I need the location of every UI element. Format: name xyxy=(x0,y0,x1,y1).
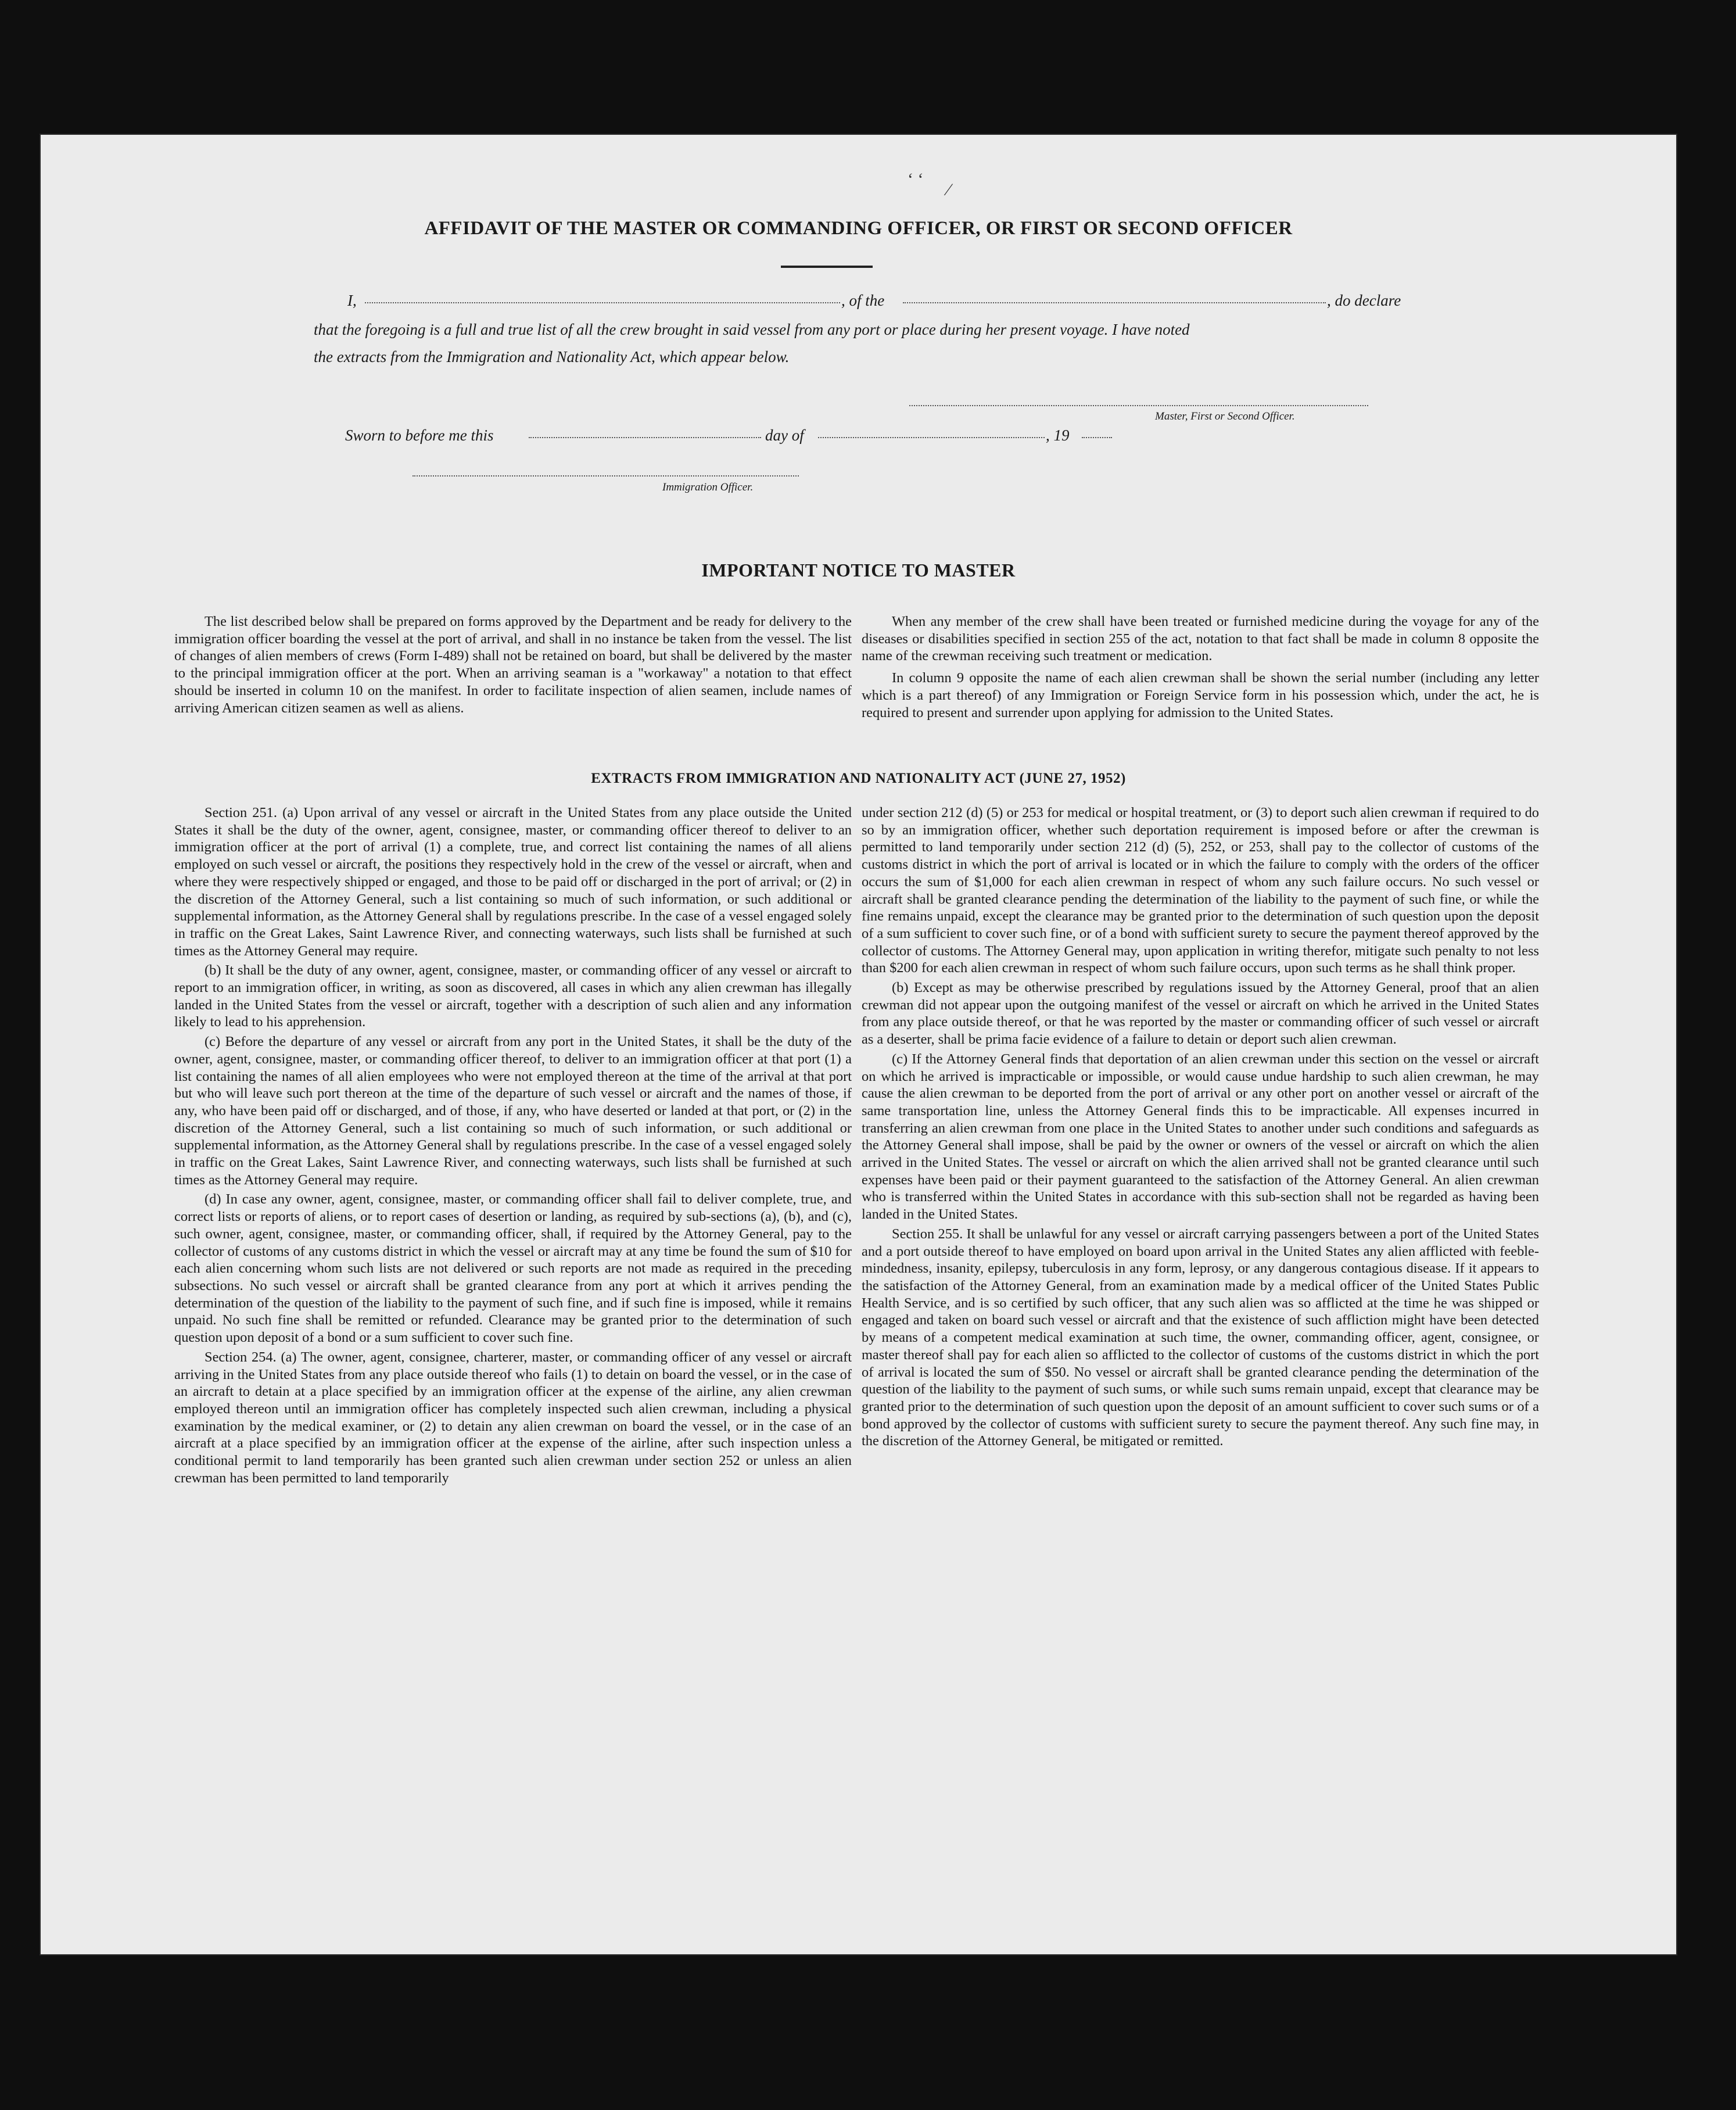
notice-left-column xyxy=(174,613,852,719)
act-section-paragraph: Section 251. (a) Upon arrival of any vessel or aircraft in the United States from any place outside the United States it shall be the duty of the owner, agent, consignee, master, or commanding officer thereof to deliver to an immigration officer at the port of arrival (1) a complete, true, and correct list containing the names of all aliens employed on such vessel or aircraft, the positions they respectively hold in the crew of the vessel or aircraft, when and where they were respectively shipped or engaged, and those to be paid off or discharged in the port of arrival; or (2) in the discretion of the Attorney General, such a list containing so much of such information, or such additional or supplemental information, as the Attorney General shall by regulations prescribe. In the case of a vessel engaged solely in traffic on the Great Lakes, Saint Lawrence River, and connecting waterways, such lists shall be furnished at such times as the Attorney General may require. xyxy=(174,805,852,959)
vessel-blank xyxy=(903,302,1326,303)
act-section-paragraph: under section 212 (d) (5) or 253 for medical or hospital treatment, or (3) to deport such alien crewman if required to do so by an immigration officer, whether such deportation requirement is imposed before or after the crewman is permitted to land temporarily under section 212 (d) (5), 252, or 253, shall pay to the collector of customs of the customs district in which the port of arrival is located or in which the failure to comply with the orders of the officer occurs the sum of $1,000 for each alien crewman in respect of whom any such failure occurs. No such vessel or aircraft shall be granted clearance pending the determination of the liability to the payment of such fine, or while the fine remains unpaid, except the clearance may be granted prior to the determination of such question upon the deposit of a sum sufficient to cover such fine, or of a bond with sufficient surety to secure the payment thereof approved by the collector of customs. The Attorney General may, upon application in writing therefor, mitigate such penalty to not less than $200 for each alien crewman in respect of whom such failure occurs, upon such terms as he shall think proper. xyxy=(862,805,1539,976)
affidavit-declare: , do declare xyxy=(1327,292,1401,309)
extracts-left-column xyxy=(174,804,852,1489)
act-section-paragraph: (b) Except as may be otherwise prescribed by regulations issued by the Attorney General, proof that an alien crewman did not appear upon the outgoing manifest of the vessel or aircraft on which he arrived in the United States from any place outside thereof, or that he was reported by the master or commanding officer of such vessel or aircraft as a deserter, shall be prima facie evidence of a failure to detain or deport such alien crewman. xyxy=(862,980,1539,1048)
sworn-month-blank xyxy=(818,437,1045,438)
name-blank xyxy=(365,302,840,303)
notice-right-column xyxy=(862,613,1539,723)
sworn-year-prefix: , 19 xyxy=(1046,427,1070,444)
stray-mark: ⁄ xyxy=(947,180,951,199)
officer-signature-label: Immigration Officer. xyxy=(662,481,754,493)
act-section-paragraph: (b) It shall be the duty of any owner, agent, consignee, master, or commanding officer of any vessel or aircraft to report to an immigration officer, in writing, as soon as discovered, all cases in which any alien crewman has illegally landed in the United States from the vessel or aircraft, together with a description of such alien and any information likely to lead to his apprehension. xyxy=(174,962,852,1030)
affidavit-of-the: , of the xyxy=(841,292,885,309)
notice-paragraph: When any member of the crew shall have been treated or furnished medicine during the voyage for any of the diseases or disabilities specified in section 255 of the act, notation to that fact shall be made in column 8 opposite the name of the crewman receiving such treatment or medication. xyxy=(862,614,1539,664)
stray-mark: ‘ ‘ xyxy=(908,170,924,189)
sworn-prefix: Sworn to before me this xyxy=(345,427,494,444)
extracts-title: EXTRACTS FROM IMMIGRATION AND NATIONALITY ACT (JUNE 27, 1952) xyxy=(591,771,1126,786)
act-section-paragraph: (c) If the Attorney General finds that deportation of an alien crewman under this section on the vessel or aircraft on which he arrived is impracticable or impossible, or would cause undue hardship to such alien crewman, he may cause the alien crewman to be deported from the port of arrival or any other port on another vessel or aircraft of the same transportation line, unless the Attorney General finds this to be impracticable. All expenses incurred in transferring an alien crewman from one place in the United States to another under such conditions and safeguards as the Attorney General shall impose, shall be paid by the owner or owners of the vessel or aircraft on which the alien arrived in the United States. The vessel or aircraft on which the alien arrived shall not be granted clearance until such expenses have been paid or their payment guaranteed to the satisfaction of the Attorney General. An alien crewman who is transferred within the United States in accordance with this sub-section shall not be regarded as having been landed in the United States. xyxy=(862,1051,1539,1223)
master-signature-line xyxy=(909,405,1368,406)
notice-paragraph: In column 9 opposite the name of each alien crewman shall be shown the serial number (including any letter which is a part thereof) of any Immigration or Foreign Service form in his possession which, under the act, he is required to present and surrender upon applying for admission to the United States. xyxy=(862,670,1539,721)
sworn-day-of: day of xyxy=(765,427,804,444)
act-section-paragraph: (c) Before the departure of any vessel or aircraft from any port in the United States, it shall be the duty of the owner, agent, consignee, master, or commanding officer thereof, to deliver to an immigration officer at that port (1) a list containing the names of all alien employees who were not employed thereon at the time of the arrival at that port but who will leave such port thereon at the time of the departure of such vessel or aircraft and the names of those, if any, who have been paid off or discharged, and of those, if any, who have deserted or landed at that port, or (2) in the discretion of the Attorney General, such a list containing so much of such information, or such additional or supplemental information, as the Attorney General shall by regulations prescribe. In the case of a vessel engaged solely in traffic on the Great Lakes, Saint Lawrence River, and connecting waterways, such lists shall be furnished at such times as the Attorney General may require. xyxy=(174,1034,852,1188)
officer-signature-line xyxy=(413,475,799,477)
title-underline xyxy=(781,266,873,268)
act-section-paragraph: (d) In case any owner, agent, consignee, master, or commanding officer shall fail to deliver complete, true, and correct lists or reports of aliens, or to report cases of desertion or landing, as required by sub-sections (a), (b), and (c), such owner, agent, consignee, master, or commanding officer, shall, if required by the Attorney General, pay to the collector of customs of any customs district in which the vessel or aircraft may at any time be found the sum of $10 for each alien concerning whom such lists are not delivered or such reports are not made as required in the preceding subsections. No such vessel or aircraft shall be granted clearance from any port at which it arrives pending the determination of the question of the liability to the payment of such fine, and if such fine is imposed, while it remains unpaid. No such fine shall be remitted or refunded. Clearance may be granted prior to the determination of such question upon deposit of a bond or a sum sufficient to cover such fine. xyxy=(174,1191,852,1346)
sworn-year-blank xyxy=(1082,437,1112,438)
affidavit-prefix: I, xyxy=(347,292,357,309)
notice-title: IMPORTANT NOTICE TO MASTER xyxy=(701,560,1016,581)
act-section-paragraph: Section 255. It shall be unlawful for any vessel or aircraft carrying passengers between a port of the United States and a port outside thereof to have employed on board upon arrival in the United States any alien afflicted with feeble-mindedness, insanity, epilepsy, tuberculosis in any form, leprosy, or any dangerous contagious disease. If it appears to the satisfaction of the Attorney General, from an examination made by a medical officer of the United States Public Health Service, and is so certified by such officer, that any such alien was so afflicted at the time he was shipped or engaged and taken on board such vessel or aircraft and that the existence of such affliction might have been detected by means of a competent medical examination at such time, the owner, commanding officer, agent, consignee, or master thereof shall pay for each alien so afflicted to the collector of customs of the customs district in which the port of arrival is located the sum of $50. No vessel or aircraft shall be granted clearance pending the determination of the question of the liability to the payment of such sums, or while such sums remain unpaid, except that clearance may be granted prior to the determination of such question upon the deposit of an amount sufficient to cover such sums or of a bond approved by the collector of customs with sufficient surety to secure the payment thereof. Any such fine may, in the discretion of the Attorney General, be mitigated or remitted. xyxy=(862,1226,1539,1449)
affidavit-title: AFFIDAVIT OF THE MASTER OR COMMANDING OFFICER, OR FIRST OR SECOND OFFICER xyxy=(424,218,1293,239)
document-page xyxy=(41,135,1676,1954)
act-section-paragraph: Section 254. (a) The owner, agent, consignee, charterer, master, or commanding officer of any vessel or aircraft arriving in the United States from any place outside thereof who fails (1) to detain on board the vessel, or in the case of an aircraft to detain at a place specified by an immigration officer at the expense of the airline, any alien crewman employed thereon until an immigration officer has completely inspected such alien crewman, including a physical examination by the medical examiner, or (2) to detain any alien crewman on board the vessel, or in the case of an aircraft at a place specified by an immigration officer at the expense of the airline, after such inspection unless a conditional permit to land temporarily has been granted such alien crewman under section 252 or unless an alien crewman has been permitted to land temporarily xyxy=(174,1349,852,1486)
notice-paragraph: The list described below shall be prepared on forms approved by the Department and be ready for delivery to the immigration officer boarding the vessel at the port of arrival, and shall in no instance be taken from the vessel. The list of changes of alien members of crews (Form I-489) shall not be retained on board, but shall be delivered by the master to the principal immigration officer at the port. When an arriving seaman is a "workaway" a notation to that effect should be inserted in column 10 on the manifest. In order to facilitate inspection of alien seamen, include names of arriving American citizen seamen as well as aliens. xyxy=(174,614,852,716)
extracts-right-column xyxy=(862,804,1539,1452)
master-signature-label: Master, First or Second Officer. xyxy=(1155,410,1295,422)
affidavit-statement-cont: the extracts from the Immigration and Nationality Act, which appear below. xyxy=(314,348,790,366)
affidavit-statement: that the foregoing is a full and true list of all the crew brought in said vessel from any port or place during her present voyage. I have noted xyxy=(314,321,1190,338)
sworn-day-blank xyxy=(529,437,761,438)
